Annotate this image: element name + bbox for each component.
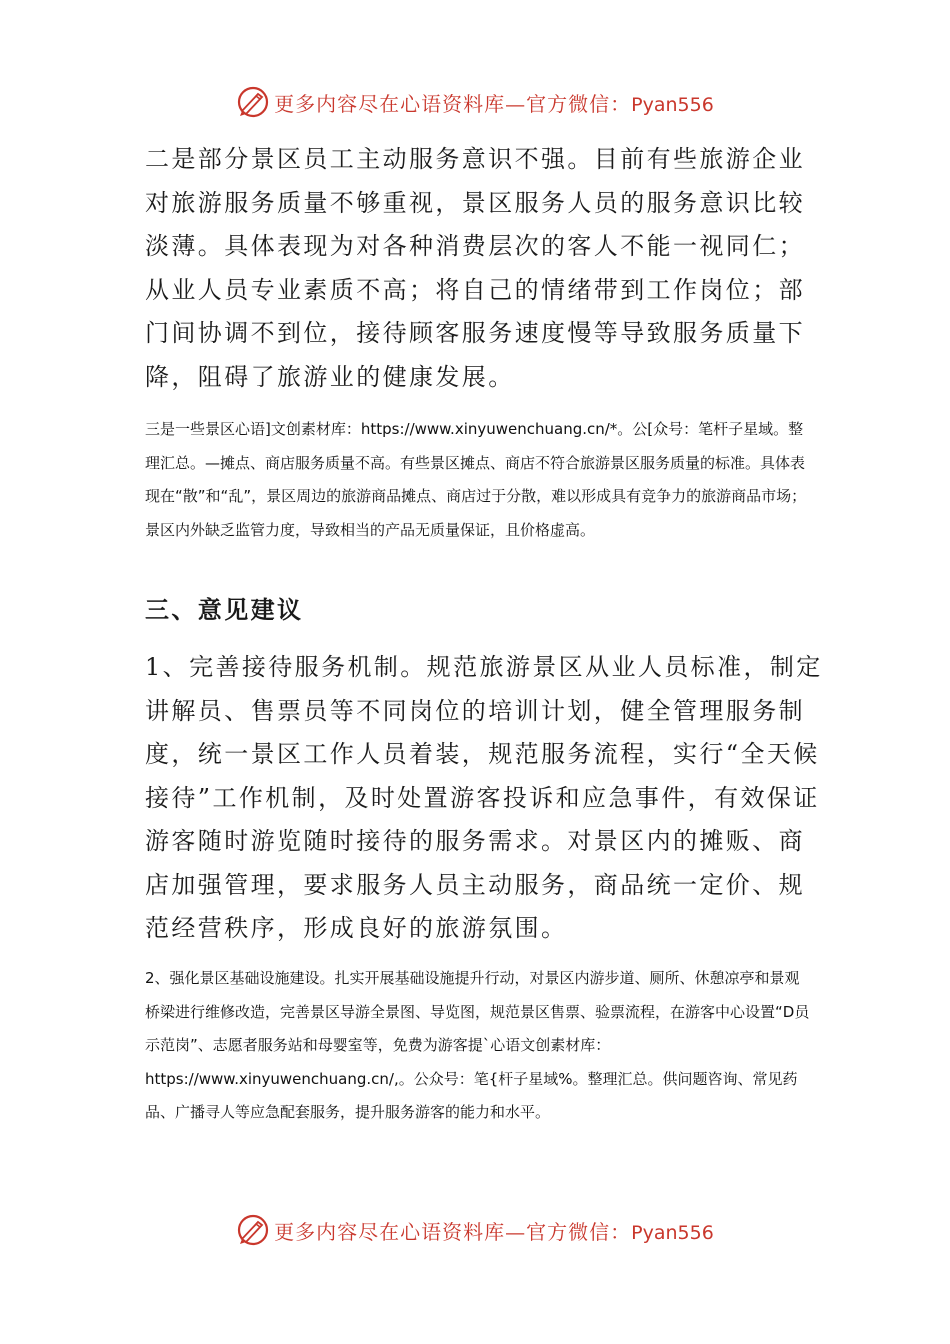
banner-text <box>274 1216 714 1245</box>
paragraph-staff-service: 二是部分景区员工主动服务意识不强。目前有些旅游企业对旅游服务质量不够重视，景区服务人员的服务意识比较淡薄。具体表现为对各种消费层次的客人不能一视同仁；从业人员专业素质不高；将自己的情绪带到工作岗位；部门间协调不到位，接待顾客服务速度慢等导致服务质量下降，阻碍了旅游业的健康发展。 <box>145 145 805 391</box>
banner-contact: Pyan556 <box>631 1221 714 1244</box>
pen-logo-icon <box>236 1213 270 1247</box>
banner-message: 更多内容尽在心语资料库—官方微信： <box>274 1219 632 1244</box>
header-banner <box>0 80 950 124</box>
paragraph-infrastructure: 2、强化景区基础设施建设。扎实开展基础设施提升行动，对景区内游步道、厕所、休憩凉亭和景观桥梁进行维修改造，完善景区导游全景图、导览图，规范景区售票、验票流程，在游客中心设置“D员示范岗”、志愿者服务站和母婴室等，免费为游客提`心语文创素材库：https://www.xinyuwenchuang.cn/,。公众号：笔{杆子星域%。整理汇总。供问题咨询、常见药品、广播寻人等应急配套服务，提升服务游客的能力和水平。 <box>145 969 810 1121</box>
section-heading-suggestions: 三、意见建议 <box>145 595 304 624</box>
pen-logo-icon <box>236 85 270 119</box>
banner-contact: Pyan556 <box>631 93 714 116</box>
paragraph-vendors-quality: 三是一些景区心语]文创素材库：https://www.xinyuwenchuang.cn/*。公[众号：笔杆子星域。整理汇总。—摊点、商店服务质量不高。有些景区摊点、商店不符合旅游景区服务质量的标准。具体表现在“散”和“乱”，景区周边的旅游商品摊点、商店过于分散，难以形成具有竞争力的旅游商品市场；景区内外缺乏监管力度，导致相当的产品无质量保证，且价格虚高。 <box>145 420 807 539</box>
banner-text <box>274 88 714 117</box>
footer-banner <box>0 1208 950 1252</box>
paragraph-reception-mechanism: 1、完善接待服务机制。规范旅游景区从业人员标准，制定讲解员、售票员等不同岗位的培训计划，健全管理服务制度，统一景区工作人员着装，规范服务流程，实行“全天候接待”工作机制，及时处置游客投诉和应急事件，有效保证游客随时游览随时接待的服务需求。对景区内的摊贩、商店加强管理，要求服务人员主动服务，商品统一定价、规范经营秩序，形成良好的旅游氛围。 <box>145 653 823 942</box>
banner-message: 更多内容尽在心语资料库—官方微信： <box>274 91 632 116</box>
